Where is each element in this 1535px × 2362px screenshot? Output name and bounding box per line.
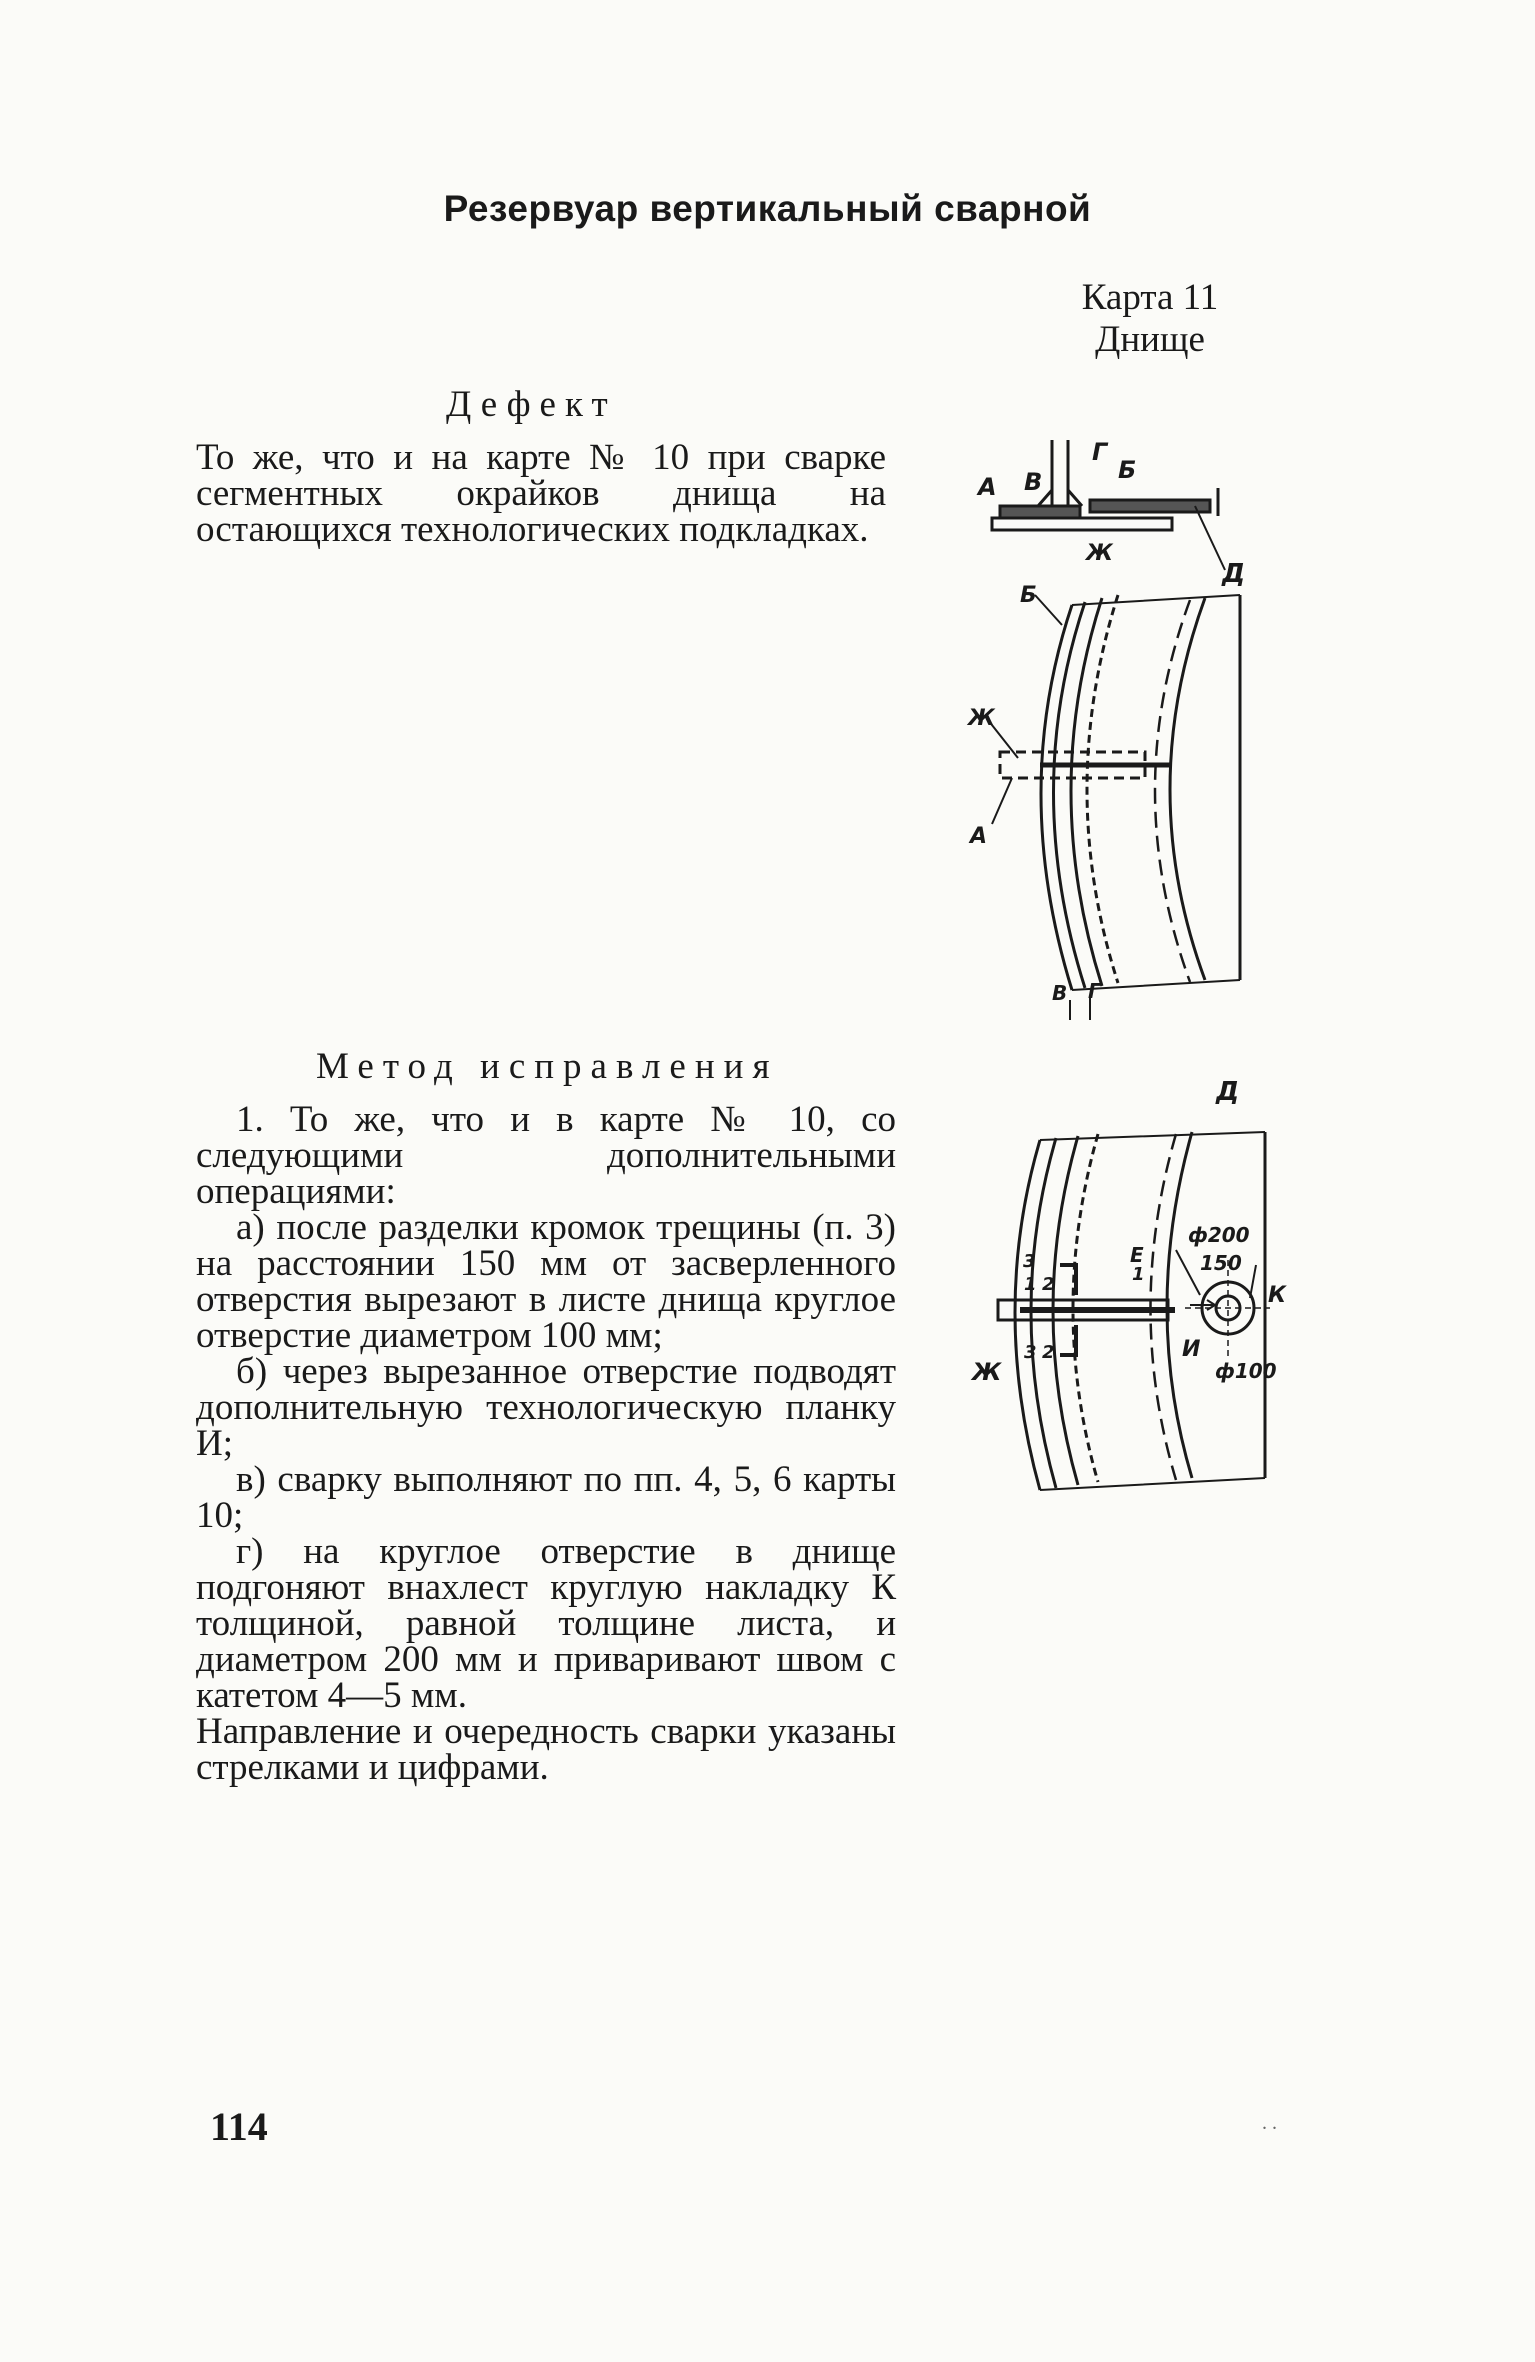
fig1-label-v: В bbox=[1024, 468, 1043, 496]
fig1-label-b-top: Б bbox=[1118, 456, 1137, 484]
bottom-sheet-left bbox=[1000, 506, 1080, 518]
card-number: Карта 11 bbox=[1081, 277, 1219, 318]
plate-edge-inner bbox=[1054, 602, 1086, 988]
method-step-b: б) через вырезанное отверстие подводят дополнительную технологическую планку И; bbox=[196, 1351, 896, 1464]
leader-d bbox=[1195, 506, 1225, 570]
fig2-seq-3-bottom: 3 bbox=[1024, 1342, 1037, 1363]
fig2-label-e: Е bbox=[1130, 1243, 1144, 1267]
method-step-d: г) на круглое отверстие в днище подгоняют внахлест круглую накладку К толщиной, равной толщине листа, и диаметром 200 мм и приваривают швом с катетом 4—5 мм. bbox=[196, 1531, 896, 1716]
defect-text: То же, что и на карте № 10 при сварке сегментных окрайков днища на остающихся технологических подкладках. bbox=[196, 437, 886, 550]
fig1-label-b: Б bbox=[1020, 583, 1037, 608]
fig2-label-d: Д bbox=[1216, 1080, 1240, 1107]
bottom-sheet-right bbox=[1090, 500, 1210, 512]
seam-hatched bbox=[1087, 595, 1118, 983]
method-text bbox=[196, 1099, 896, 1788]
fig1-label-zh: Ж bbox=[968, 706, 995, 731]
card-block bbox=[1030, 277, 1270, 361]
fig2-dim-100: ф100 bbox=[1215, 1359, 1277, 1383]
defect-heading: Дефект bbox=[446, 384, 617, 425]
method-heading: Метод исправления bbox=[316, 1046, 779, 1087]
fig2-label-zh: Ж bbox=[972, 1358, 1002, 1386]
defect-diagram bbox=[940, 420, 1270, 1020]
seam-dashed bbox=[1155, 600, 1190, 982]
fig2-seq-2-bottom: 2 bbox=[1042, 1342, 1055, 1363]
fig1-label-a-plan: А bbox=[970, 824, 988, 849]
seam-2 bbox=[1170, 598, 1205, 980]
page-title: Резервуар вертикальный сварной bbox=[443, 188, 1092, 229]
page-mark: . . bbox=[1262, 2112, 1277, 2134]
fig2-seq-3-top: 3 bbox=[1023, 1251, 1036, 1272]
fig2-seq-2-top: 2 bbox=[1042, 1274, 1055, 1295]
fig1-label-g: Г bbox=[1092, 438, 1108, 466]
method-step-c: в) сварку выполняют по пп. 4, 5, 6 карты 10; bbox=[196, 1459, 896, 1536]
method-intro: 1. То же, что и в карте № 10, со следующими дополнительными операциями: bbox=[196, 1099, 896, 1212]
fillet-welds bbox=[1038, 490, 1082, 506]
fig2-label-i: И bbox=[1182, 1337, 1201, 1362]
repair-diagram bbox=[960, 1080, 1290, 1500]
fig2-seq-1-top: 1 bbox=[1024, 1274, 1037, 1295]
page-number: 114 bbox=[210, 2104, 268, 2149]
fig2-seq-1: 1 bbox=[1132, 1264, 1145, 1285]
backing-strip bbox=[992, 518, 1172, 530]
wall-sheet bbox=[1052, 440, 1068, 506]
method-note: Направление и очередность сварки указаны стрелками и цифрами. bbox=[196, 1711, 896, 1788]
fig1-label-d: Д bbox=[1222, 559, 1246, 589]
seam-2 bbox=[1167, 1132, 1192, 1478]
fig1-label-v-bottom: В bbox=[1052, 981, 1068, 1005]
fig2-dim-200: ф200 bbox=[1188, 1223, 1250, 1247]
card-section: Днище bbox=[1095, 319, 1205, 360]
method-step-a: а) после разделки кромок трещины (п. 3) на расстоянии 150 мм от засверленного отверстия вырезают в листе днища круглое отверстие диаметром 100 мм; bbox=[196, 1207, 896, 1356]
fig1-label-a: А bbox=[978, 473, 997, 501]
fig1-label-g-bottom: Г bbox=[1088, 979, 1101, 1003]
fig2-label-k: К bbox=[1268, 1283, 1286, 1308]
fig2-dim-150: 150 bbox=[1200, 1251, 1242, 1275]
fig1-label-zh-top: Ж bbox=[1086, 541, 1113, 566]
plate-edge-outer bbox=[1015, 1140, 1040, 1490]
